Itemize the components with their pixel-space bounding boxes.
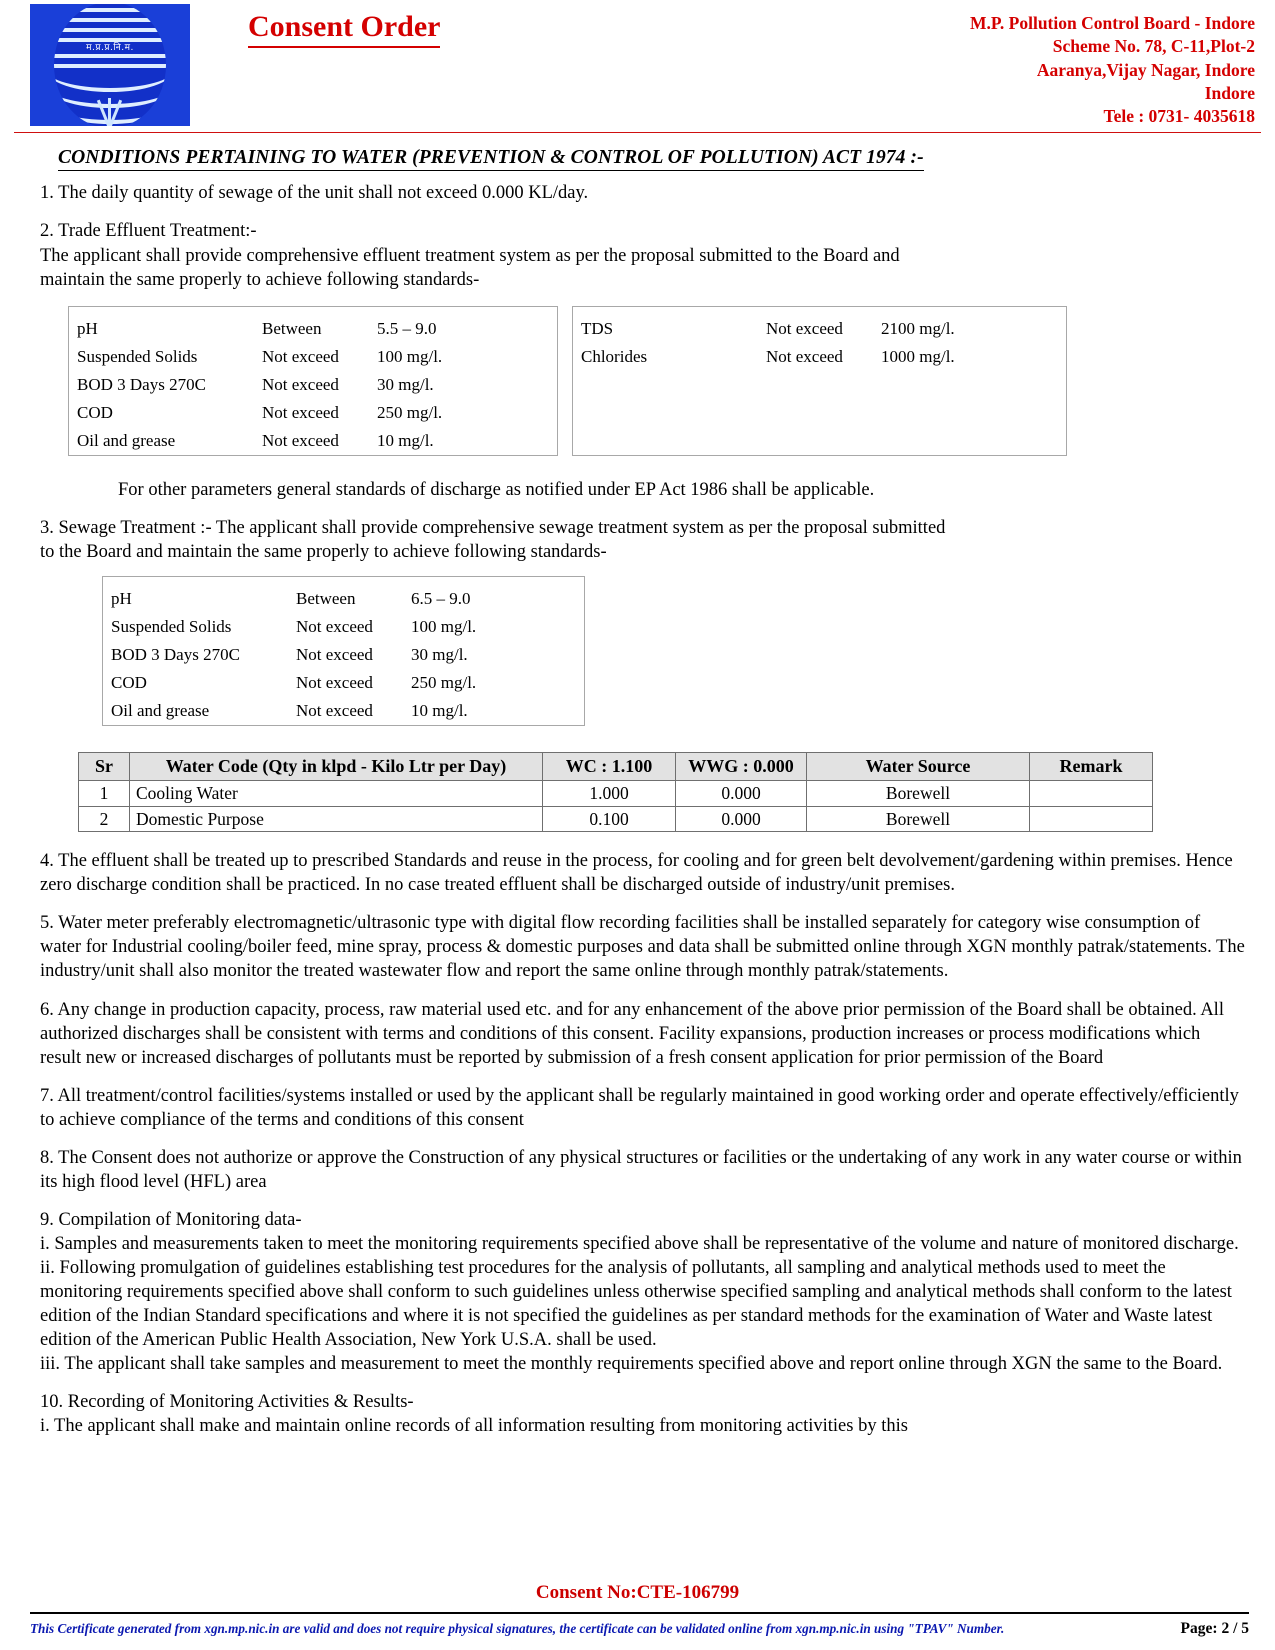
cell-source: Borewell [807,806,1030,832]
standard-param: pH [77,318,98,338]
board-name: M.P. Pollution Control Board - Indore [969,13,1255,33]
standard-param: BOD 3 Days 270C [111,644,240,664]
clause-4: 4. The effluent shall be treated up to prescribed Standards and reuse in the process, for cooling and for green belt devolvement/gardening within premises. Hence zero discharge condition shall be practiced. In no case treated effluent shall be discharged outside of industry/unit premises. [40,851,1233,896]
ep-act-note: For other parameters general standards of discharge as notified under EP Act 1986 shall be applicable. [118,479,875,500]
standard-row [103,613,584,641]
effluent-standards-table-right [572,306,1067,456]
clause-9-ii: ii. Following promulgation of guidelines establishing test procedures for the analysis of pollutants, all sampling and analytical methods used to meet the monitoring requirements specified above shall conform to such guidelines unless otherwise specified sampling and analytical methods shall conform to the latest edition of the Indian Standard specifications and where it is not specified the guidelines as per standard methods for the examination of Water and Waste latest edition of the American Public Health Association, New York U.S.A. shall be used. [40,1257,1232,1351]
standard-relation: Not exceed [262,430,339,450]
cell-source: Borewell [807,780,1030,806]
clause-8: 8. The Consent does not authorize or approve the Construction of any physical structures or facilities or the undertaking of any work in any water course or within its high flood level (HFL) area [40,1147,1242,1192]
standard-relation: Between [296,588,356,608]
clause-10-i: i. The applicant shall make and maintain online records of all information resulting from monitoring activities by this [40,1416,908,1437]
standard-value: 100 mg/l. [377,346,443,366]
cell-wc: 0.100 [543,806,676,832]
board-address-block [970,4,1263,128]
page-title: Consent Order [248,10,440,48]
standard-row [103,697,584,725]
standard-value: 30 mg/l. [377,374,434,394]
col-header-remark: Remark [1030,752,1153,780]
standard-row [103,641,584,669]
col-header-source: Water Source [807,752,1030,780]
clause-3-line1: 3. Sewage Treatment :- The applicant shall provide comprehensive sewage treatment system as per the proposal submitted [40,517,946,538]
board-scheme: Scheme No. 78, C-11,Plot-2 [1052,36,1255,57]
standard-param: Oil and grease [111,700,210,720]
standard-relation: Not exceed [766,318,843,338]
standard-value: 1000 mg/l. [881,346,955,366]
col-header-sr: Sr [79,752,130,780]
clause-1: 1. The daily quantity of sewage of the unit shall not exceed 0.000 KL/day. [40,183,589,204]
water-code-table [78,752,1153,833]
standard-row [573,343,1066,371]
standard-param: Suspended Solids [111,616,232,636]
clause-6: 6. Any change in production capacity, process, raw material used etc. and for any enhancement of the above prior permission of the Board shall be obtained. All authorized discharges shall be consistent with terms and conditions of this consent. Facility expansions, production increases or process modifications which result new or increased discharges of pollutants must be reported by submission of a fresh consent application for prior permission of the Board [40,999,1224,1068]
board-city: Indore [1204,82,1255,103]
standard-row [69,371,557,399]
sewage-standards-table [102,576,585,726]
board-area: Aaranya,Vijay Nagar, Indore [1036,59,1255,80]
standard-param: COD [111,672,147,692]
logo-hindi-text: म.प्र.प्र.नि.म. [86,43,134,53]
cell-sr: 2 [79,806,130,832]
standard-value: 5.5 – 9.0 [377,318,437,338]
standard-param: Suspended Solids [77,346,198,366]
standard-relation: Not exceed [766,346,843,366]
footer-validation-note: This Certificate generated from xgn.mp.nic.in are valid and does not require physical signatures, the certificate can be validated online from xgn.mp.nic.in using "TPAV" Number. [30,1621,1005,1636]
clause-3-line2: to the Board and maintain the same properly to achieve following standards- [40,541,607,562]
table-row [79,780,1153,806]
standard-param: Chlorides [581,346,648,366]
document-title-zone [190,4,970,48]
standard-param: pH [111,588,132,608]
standard-param: TDS [581,318,614,338]
cell-wwg: 0.000 [676,780,807,806]
standard-relation: Not exceed [296,672,373,692]
cell-wc: 1.000 [543,780,676,806]
standard-row [69,427,557,455]
clause-5: 5. Water meter preferably electromagnetic/ultrasonic type with digital flow recording facilities shall be installed separately for category wise consumption of water for Industrial cooling/boiler feed, mine spray, process & domestic purposes and data shall be submitted online through XGN monthly patrak/statements. The industry/unit shall also monitor the treated wastewater flow and report the same online through monthly patrak/statements. [40,913,1245,982]
clause-2-title: 2. Trade Effluent Treatment:- [40,221,257,242]
col-header-wc: WC : 1.100 [543,752,676,780]
cell-remark [1030,780,1153,806]
board-tele: Tele : 0731- 4035618 [1103,106,1255,127]
standard-row [69,315,557,343]
page-footer [30,1620,1253,1638]
consent-number: Consent No:CTE-106799 [535,1582,740,1603]
effluent-standards-tables [68,306,1245,456]
standard-param: Oil and grease [77,430,176,450]
standard-value: 2100 mg/l. [881,318,955,338]
cell-code: Domestic Purpose [130,806,543,832]
standard-relation: Not exceed [296,700,373,720]
standard-row [573,315,1066,343]
section-heading: CONDITIONS PERTAINING TO WATER (PREVENTION & CONTROL OF POLLUTION) ACT 1974 :- [58,147,924,171]
standard-value: 30 mg/l. [411,644,468,664]
page-number [1181,1620,1253,1638]
standard-value: 250 mg/l. [377,402,443,422]
standard-relation: Not exceed [262,374,339,394]
clause-2-body-line2: maintain the same properly to achieve following standards- [40,269,480,290]
clause-10-title: 10. Recording of Monitoring Activities & Results- [40,1392,414,1413]
standard-row [103,585,584,613]
clause-9-i: i. Samples and measurements taken to meet the monitoring requirements specified above shall be representative of the volume and nature of monitored discharge. [40,1233,1239,1254]
standard-value: 100 mg/l. [411,616,477,636]
standard-value: 10 mg/l. [411,700,468,720]
col-header-wwg: WWG : 0.000 [676,752,807,780]
page-number-value: 2 / 5 [1221,1620,1249,1637]
clause-9-title: 9. Compilation of Monitoring data- [40,1209,302,1230]
table-header-row [79,752,1153,780]
standard-relation: Between [262,318,322,338]
col-header-code: Water Code (Qty in klpd - Kilo Ltr per Day) [130,752,543,780]
logo-emblem-circle [54,4,166,126]
clause-9-iii: iii. The applicant shall take samples and measurement to meet the monthly requirements specified above and report online through XGN the same to the Board. [40,1354,1223,1375]
standard-relation: Not exceed [296,644,373,664]
standard-row [103,669,584,697]
standard-relation: Not exceed [296,616,373,636]
standard-row [69,343,557,371]
cell-code: Cooling Water [130,780,543,806]
clause-7: 7. All treatment/control facilities/systems installed or used by the applicant shall be regularly maintained in good working order and operate effectively/efficiently to achieve compliance of the terms and conditions of this consent [40,1085,1239,1130]
standard-relation: Not exceed [262,346,339,366]
cell-sr: 1 [79,780,130,806]
section-heading-wrap [40,133,1245,181]
standard-param: BOD 3 Days 270C [77,374,206,394]
footer-divider [30,1612,1249,1614]
effluent-standards-table-left [68,306,558,456]
table-row [79,806,1153,832]
standard-value: 250 mg/l. [411,672,477,692]
page-number-label: Page: [1180,1620,1218,1637]
standard-relation: Not exceed [262,402,339,422]
page-content [0,133,1275,1438]
standard-value: 10 mg/l. [377,430,434,450]
standard-row [69,399,557,427]
cell-wwg: 0.000 [676,806,807,832]
standard-param: COD [77,402,113,422]
clause-2-body-line1: The applicant shall provide comprehensive effluent treatment system as per the proposal submitted to the Board and [40,245,900,266]
cell-remark [1030,806,1153,832]
mp-pollution-control-board-logo-icon [30,4,190,126]
page-header [0,0,1275,132]
standard-value: 6.5 – 9.0 [411,588,471,608]
